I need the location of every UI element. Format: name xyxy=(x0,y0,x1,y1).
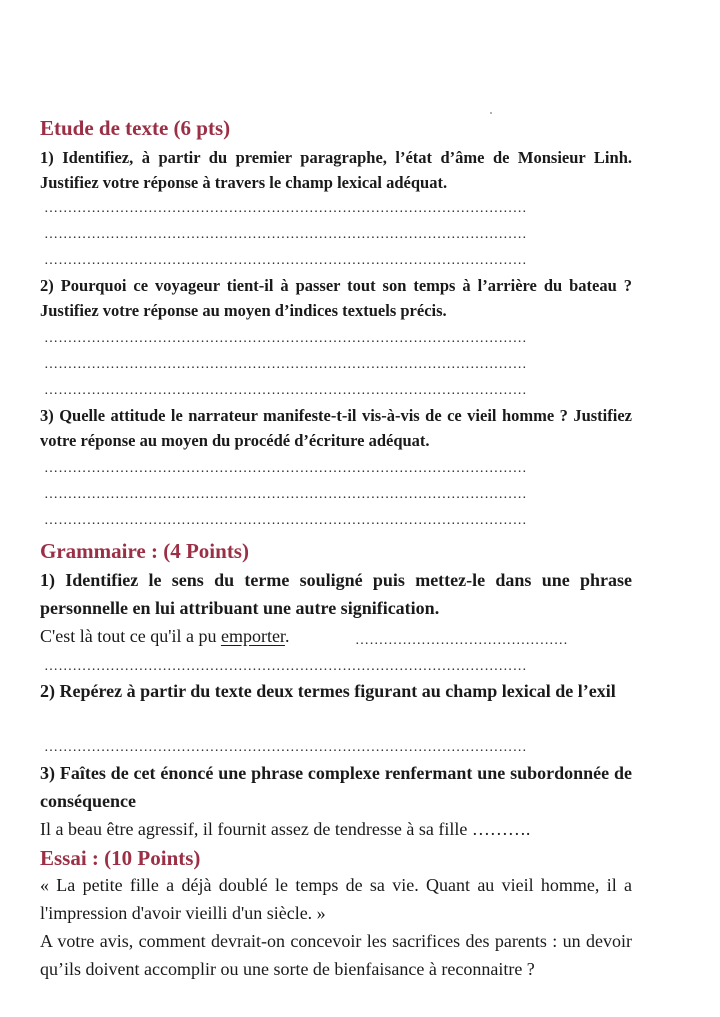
answer-line[interactable]: ………………………………………………………………………………………… xyxy=(44,488,527,502)
grammaire-question-3: 3) Faîtes de cet énoncé une phrase complexe renfermant une subordonnée de conséquence xyxy=(40,763,632,811)
section-heading-grammaire: Grammaire : (4 Points) xyxy=(40,539,249,563)
answer-line[interactable]: ………………………………………………………………………………………… xyxy=(44,358,527,372)
answer-line[interactable]: ………………………………………………………………………………………… xyxy=(44,254,527,268)
answer-line[interactable]: ………………………………………………………………………………………… xyxy=(44,741,527,755)
answer-line[interactable]: ………………………………………………………………………………………… xyxy=(44,514,527,528)
answer-line[interactable]: ………………………………………………………………………………………… xyxy=(44,332,527,346)
answer-line[interactable]: ………………………………………………………………………………………… xyxy=(44,462,527,476)
essai-quote: « La petite fille a déjà doublé le temps de sa vie. Quant au vieil homme, il a l'impression d'avoir vieilli d'un siècle. » xyxy=(40,875,632,923)
example-sentence-text: C'est là tout ce qu'il a pu xyxy=(40,626,221,646)
etude-question-2: 2) Pourquoi ce voyageur tient-il à passer tout son temps à l’arrière du bateau ? Justifiez votre réponse au moyen d’indices textuels précis. xyxy=(40,276,632,320)
scan-speck xyxy=(490,112,492,114)
answer-line[interactable]: ………………………………………………………………………………………… xyxy=(44,384,527,398)
section-heading-etude: Etude de texte (6 pts) xyxy=(40,116,231,140)
essai-question: A votre avis, comment devrait-on concevoir les sacrifices des parents : un devoir qu’ils doivent accomplir ou une sorte de bienfaisance à reconnaitre ? xyxy=(40,931,632,979)
answer-line[interactable]: ………………………………………………………………………………………… xyxy=(44,660,527,674)
answer-line[interactable]: ………………………………………………………………………………………… xyxy=(44,202,527,216)
section-heading-essai: Essai : (10 Points) xyxy=(40,846,201,870)
grammaire-question-2: 2) Repérez à partir du texte deux termes figurant au champ lexical de l’exil xyxy=(40,681,616,701)
etude-question-1: 1) Identifiez, à partir du premier paragraphe, l’état d’âme de Monsieur Linh. Justifiez votre réponse à travers le champ lexical adéquat. xyxy=(40,148,632,192)
answer-line[interactable]: ………………………………………………………………………………………… xyxy=(44,228,527,242)
underlined-term: emporter xyxy=(220,626,285,646)
example-sentence-end: . xyxy=(284,626,290,646)
grammaire-sentence-to-transform: Il a beau être agressif, il fournit assez de tendresse à sa fille ………. xyxy=(40,819,531,839)
answer-line-short[interactable]: ……………………………………… xyxy=(355,634,568,648)
etude-question-3: 3) Quelle attitude le narrateur manifeste-t-il vis-à-vis de ce vieil homme ? Justifiez votre réponse au moyen du procédé d’écriture adéquat. xyxy=(40,406,632,450)
grammaire-question-1: 1) Identifiez le sens du terme souligné puis mettez-le dans une phrase personnelle en lui attribuant une autre signification. xyxy=(40,570,632,618)
